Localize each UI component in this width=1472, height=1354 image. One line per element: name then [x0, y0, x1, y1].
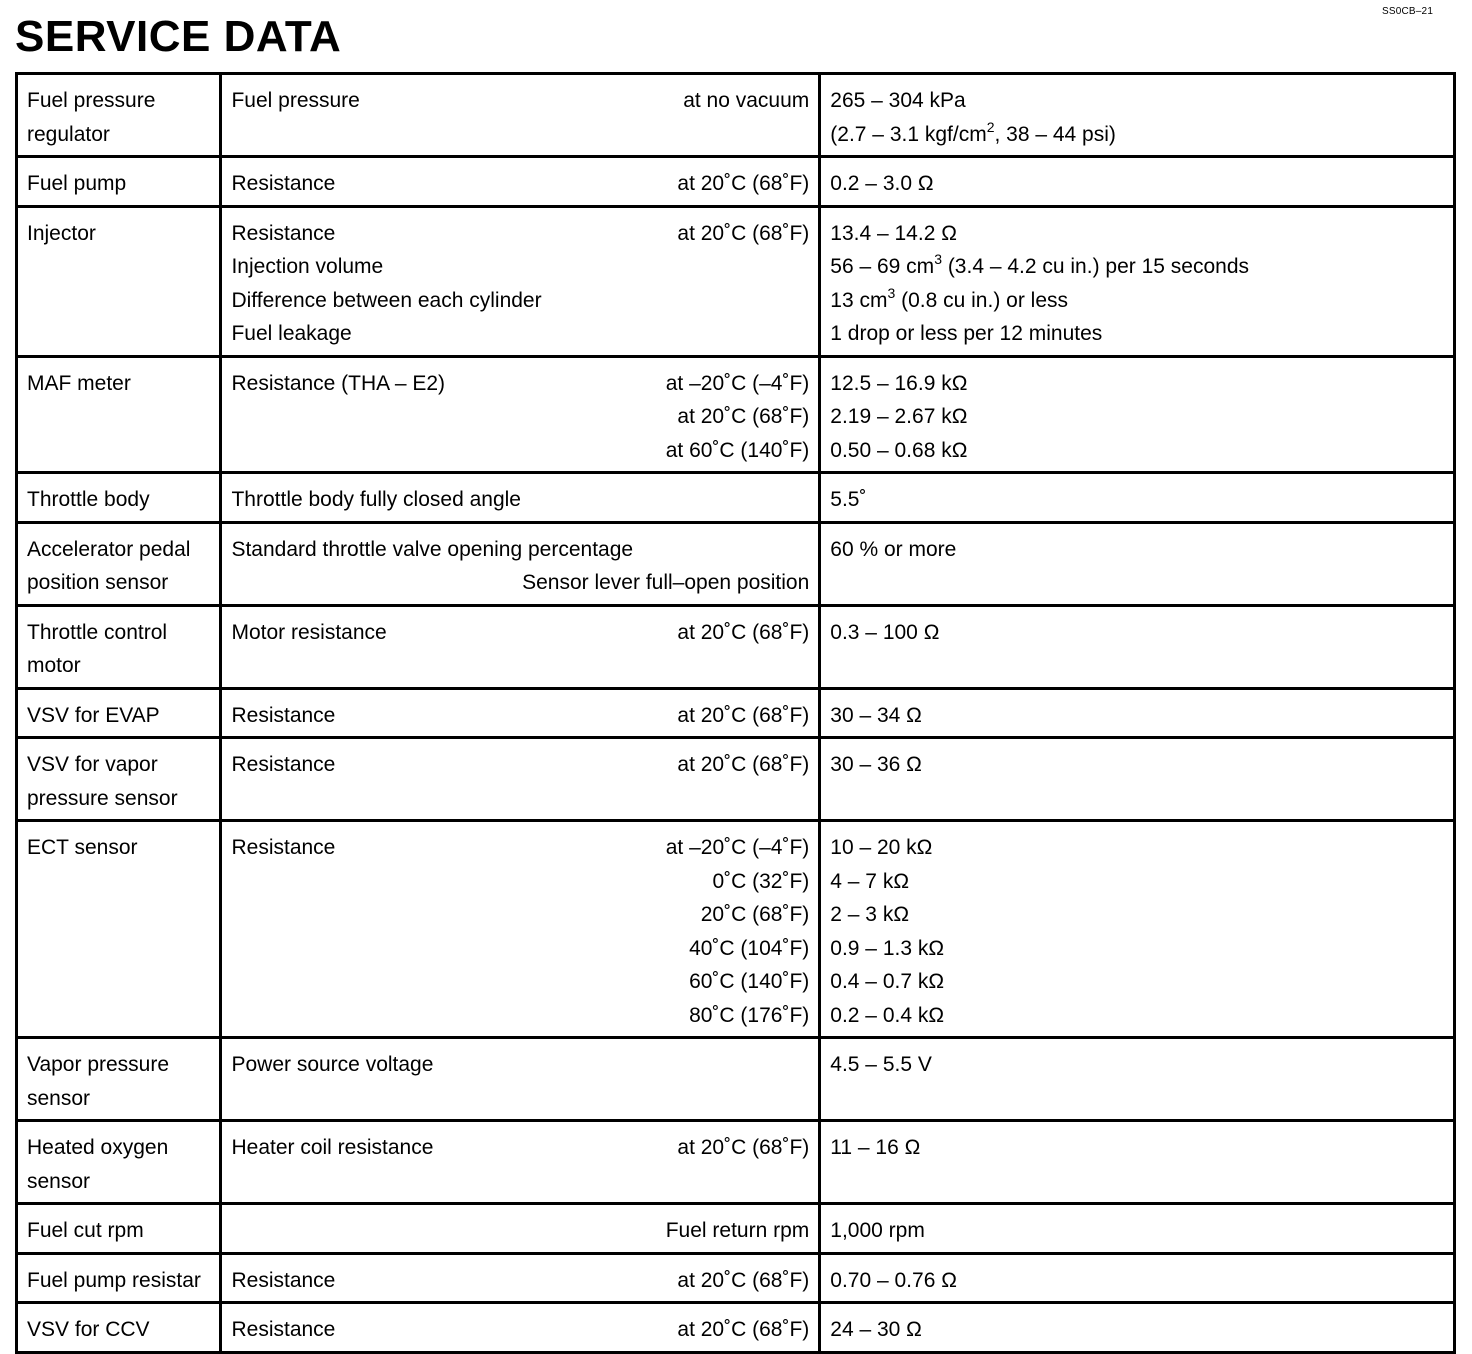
- item-cell: [221, 1303, 820, 1353]
- component-name-line: MAF meter: [27, 371, 131, 395]
- component-name-line: Fuel cut rpm: [27, 1219, 144, 1242]
- item-cell: [221, 206, 820, 356]
- spec-value: [830, 167, 1444, 201]
- spec-value: [830, 217, 1444, 251]
- spec-value-text: 30 – 34 Ω: [830, 703, 922, 727]
- item-line: [231, 616, 809, 650]
- spec-value-text: 13 cm: [830, 288, 888, 312]
- condition-text: Sensor lever full–open position: [522, 571, 810, 594]
- value-cell: [820, 1038, 1455, 1121]
- table-row: [17, 1038, 1455, 1121]
- component-name-line: Injector: [27, 221, 96, 245]
- value-cell: [820, 738, 1455, 821]
- component-cell: [17, 1303, 221, 1353]
- spec-value-suffix: , 38 – 44 psi): [994, 122, 1116, 146]
- item-line: [231, 217, 809, 251]
- spec-value: [830, 434, 1444, 468]
- condition-text: Fuel return rpm: [665, 1219, 810, 1242]
- spec-value: [830, 865, 1444, 899]
- table-row: [17, 1121, 1455, 1204]
- item-cell: [221, 522, 820, 605]
- value-cell: [820, 206, 1455, 356]
- value-cell: [820, 522, 1455, 605]
- service-data-rows: [17, 74, 1455, 1353]
- condition-text: at 20˚C (68˚F): [677, 405, 810, 428]
- item-text: Resistance: [231, 703, 336, 727]
- condition-text: at 20˚C (68˚F): [677, 221, 810, 245]
- component-cell: [17, 1253, 221, 1303]
- spec-value: [830, 999, 1444, 1033]
- spec-value-text: 11 – 16 Ω: [830, 1136, 921, 1159]
- condition-text: at 20˚C (68˚F): [677, 1136, 810, 1159]
- spec-value: [830, 616, 1444, 650]
- spec-value: [830, 699, 1444, 733]
- item-text: Power source voltage: [231, 1053, 434, 1076]
- item-line: [231, 865, 809, 899]
- spec-value: [830, 483, 1444, 517]
- item-text: Resistance (THA – E2): [231, 371, 446, 395]
- condition-text: at 20˚C (68˚F): [677, 172, 810, 195]
- spec-value-superscript: 3: [887, 284, 896, 301]
- spec-value: [830, 1264, 1444, 1298]
- condition-text: at 20˚C (68˚F): [677, 703, 810, 727]
- value-cell: [820, 473, 1455, 523]
- spec-value: [830, 533, 1444, 567]
- item-line: [231, 317, 809, 351]
- spec-value: [830, 898, 1444, 932]
- item-text: Throttle body fully closed angle: [231, 488, 521, 511]
- component-name-line: Vapor pressure: [27, 1053, 170, 1076]
- spec-value: [830, 317, 1444, 351]
- item-cell: [221, 356, 820, 473]
- condition-text: at 60˚C (140˚F): [665, 438, 810, 462]
- page-code: SS0CB–21: [1382, 6, 1434, 17]
- condition-text: at no vacuum: [683, 89, 810, 112]
- value-cell: [820, 605, 1455, 688]
- item-cell: [221, 1253, 820, 1303]
- component-cell: [17, 157, 221, 207]
- item-line: [231, 566, 809, 600]
- condition-text: at –20˚C (–4˚F): [665, 836, 810, 859]
- spec-value: [830, 932, 1444, 966]
- component-cell: [17, 1204, 221, 1254]
- item-line: [231, 400, 809, 434]
- value-cell: [820, 157, 1455, 207]
- condition-text: at 20˚C (68˚F): [677, 620, 810, 644]
- table-row: [17, 206, 1455, 356]
- item-line: [231, 748, 809, 782]
- component-cell: [17, 688, 221, 738]
- table-row: [17, 605, 1455, 688]
- condition-text: at 20˚C (68˚F): [677, 753, 810, 776]
- spec-value: [830, 118, 1444, 152]
- item-text: Resistance: [231, 753, 336, 776]
- spec-value-text: 0.2 – 0.4 kΩ: [830, 1003, 945, 1027]
- component-cell: [17, 522, 221, 605]
- spec-value-suffix: (3.4 – 4.2 cu in.) per 15 seconds: [941, 255, 1249, 278]
- value-cell: [820, 1253, 1455, 1303]
- spec-value-text: 0.9 – 1.3 kΩ: [830, 936, 945, 960]
- page-title: SERVICE DATA: [15, 12, 342, 61]
- spec-value-superscript: 3: [934, 251, 942, 267]
- value-cell: [820, 688, 1455, 738]
- component-name-line: Accelerator pedal: [27, 537, 191, 561]
- item-line: [231, 367, 809, 401]
- item-text: Fuel leakage: [231, 322, 352, 345]
- item-line: [231, 284, 809, 318]
- component-cell: [17, 1038, 221, 1121]
- component-name-line: VSV for EVAP: [27, 703, 160, 727]
- component-cell: [17, 356, 221, 473]
- spec-value-text: 13.4 – 14.2 Ω: [830, 221, 957, 245]
- item-line: [231, 533, 809, 567]
- table-row: [17, 522, 1455, 605]
- item-line: [231, 84, 809, 118]
- component-name-line: Heated oxygen: [27, 1136, 169, 1159]
- item-line: [231, 167, 809, 201]
- item-line: [231, 1313, 809, 1347]
- spec-value-text: 10 – 20 kΩ: [830, 836, 933, 859]
- table-row: [17, 356, 1455, 473]
- item-line: [231, 831, 809, 865]
- spec-value-text: 24 – 30 Ω: [830, 1318, 922, 1341]
- spec-value: [830, 1214, 1444, 1248]
- item-cell: [221, 821, 820, 1038]
- component-name-line: Throttle control: [27, 620, 168, 644]
- item-text: Difference between each cylinder: [231, 288, 542, 312]
- component-name-line: regulator: [27, 122, 110, 146]
- spec-value-text: 0.3 – 100 Ω: [830, 620, 940, 644]
- component-cell: [17, 206, 221, 356]
- spec-value-text: 12.5 – 16.9 kΩ: [830, 371, 968, 395]
- item-line: [231, 250, 809, 284]
- item-line: [231, 999, 809, 1033]
- spec-value-suffix: (0.8 cu in.) or less: [895, 288, 1068, 312]
- spec-value: [830, 250, 1444, 284]
- table-row: [17, 1204, 1455, 1254]
- spec-value: [830, 1131, 1444, 1165]
- item-line: [231, 1264, 809, 1298]
- spec-value-text: 2.19 – 2.67 kΩ: [830, 405, 968, 428]
- item-text: Standard throttle valve opening percentage: [231, 537, 634, 561]
- spec-value-text: 0.2 – 3.0 Ω: [830, 172, 934, 195]
- item-cell: [221, 74, 820, 157]
- component-cell: [17, 473, 221, 523]
- service-data-table: [15, 72, 1456, 1354]
- spec-value-superscript: 2: [986, 118, 995, 135]
- item-line: [231, 483, 809, 517]
- value-cell: [820, 356, 1455, 473]
- component-name-line: Throttle body: [27, 488, 150, 511]
- component-name-line: VSV for vapor: [27, 753, 158, 776]
- condition-text: 60˚C (140˚F): [689, 970, 810, 993]
- spec-value-text: 0.70 – 0.76 Ω: [830, 1268, 957, 1292]
- item-text: Resistance: [231, 172, 336, 195]
- item-cell: [221, 157, 820, 207]
- condition-text: 20˚C (68˚F): [700, 903, 810, 926]
- spec-value-text: 2 – 3 kΩ: [830, 903, 910, 926]
- spec-value: [830, 831, 1444, 865]
- component-name-line: sensor: [27, 1086, 91, 1110]
- spec-value-text: 265 – 304 kPa: [830, 89, 966, 112]
- condition-text: 80˚C (176˚F): [689, 1003, 810, 1027]
- table-row: [17, 738, 1455, 821]
- table-row: [17, 157, 1455, 207]
- item-line: [231, 965, 809, 999]
- item-cell: [221, 605, 820, 688]
- table-row: [17, 74, 1455, 157]
- spec-value: [830, 748, 1444, 782]
- item-line: [231, 699, 809, 733]
- value-cell: [820, 821, 1455, 1038]
- component-name-line: Fuel pressure: [27, 89, 156, 112]
- spec-value-text: 4 – 7 kΩ: [830, 869, 910, 893]
- spec-value: [830, 400, 1444, 434]
- condition-text: 40˚C (104˚F): [689, 936, 810, 960]
- spec-value-text: 60 % or more: [830, 537, 957, 561]
- spec-value: [830, 1313, 1444, 1347]
- component-cell: [17, 1121, 221, 1204]
- item-cell: [221, 1121, 820, 1204]
- value-cell: [820, 1303, 1455, 1353]
- item-text: Resistance: [231, 1318, 336, 1341]
- item-cell: [221, 738, 820, 821]
- component-cell: [17, 821, 221, 1038]
- component-name-line: Fuel pump: [27, 172, 127, 195]
- table-row: [17, 821, 1455, 1038]
- spec-value-text: 0.4 – 0.7 kΩ: [830, 970, 945, 993]
- component-name-line: ECT sensor: [27, 836, 138, 859]
- condition-text: at 20˚C (68˚F): [677, 1318, 810, 1341]
- condition-text: 0˚C (32˚F): [712, 869, 810, 893]
- item-cell: [221, 1204, 820, 1254]
- spec-value: [830, 1048, 1444, 1082]
- component-name-line: sensor: [27, 1169, 91, 1193]
- value-cell: [820, 1204, 1455, 1254]
- component-name-line: pressure sensor: [27, 786, 178, 810]
- spec-value-text: 4.5 – 5.5 V: [830, 1053, 932, 1076]
- item-line: [231, 1131, 809, 1165]
- spec-value-text: 1,000 rpm: [830, 1219, 925, 1242]
- component-name-line: VSV for CCV: [27, 1318, 150, 1341]
- item-text: Resistance: [231, 836, 336, 859]
- spec-value-text: 0.50 – 0.68 kΩ: [830, 438, 968, 462]
- spec-value: [830, 965, 1444, 999]
- item-text: Motor resistance: [231, 620, 387, 644]
- component-cell: [17, 605, 221, 688]
- spec-value-text: 56 – 69 cm: [830, 255, 935, 278]
- item-line: [231, 932, 809, 966]
- spec-value-text: (2.7 – 3.1 kgf/cm: [830, 122, 987, 146]
- spec-value-text: 1 drop or less per 12 minutes: [830, 322, 1103, 345]
- item-text: Resistance: [231, 1268, 336, 1292]
- table-row: [17, 1253, 1455, 1303]
- item-text: Resistance: [231, 221, 336, 245]
- component-cell: [17, 74, 221, 157]
- component-name-line: Fuel pump resistar: [27, 1268, 201, 1292]
- spec-value-text: 30 – 36 Ω: [830, 753, 922, 776]
- item-cell: [221, 473, 820, 523]
- component-name-line: position sensor: [27, 571, 169, 594]
- item-line: [231, 1214, 809, 1248]
- component-cell: [17, 738, 221, 821]
- item-line: [231, 434, 809, 468]
- condition-text: at 20˚C (68˚F): [677, 1268, 810, 1292]
- item-line: [231, 898, 809, 932]
- table-row: [17, 1303, 1455, 1353]
- item-text: Injection volume: [231, 255, 384, 278]
- table-row: [17, 688, 1455, 738]
- item-text: Heater coil resistance: [231, 1136, 434, 1159]
- component-name-line: motor: [27, 654, 81, 677]
- value-cell: [820, 1121, 1455, 1204]
- spec-value: [830, 84, 1444, 118]
- spec-value-text: 5.5˚: [830, 488, 867, 511]
- table-row: [17, 473, 1455, 523]
- item-cell: [221, 1038, 820, 1121]
- item-cell: [221, 688, 820, 738]
- item-line: [231, 1048, 809, 1082]
- value-cell: [820, 74, 1455, 157]
- spec-value: [830, 284, 1444, 318]
- condition-text: at –20˚C (–4˚F): [665, 371, 810, 395]
- item-text: Fuel pressure: [231, 89, 360, 112]
- spec-value: [830, 367, 1444, 401]
